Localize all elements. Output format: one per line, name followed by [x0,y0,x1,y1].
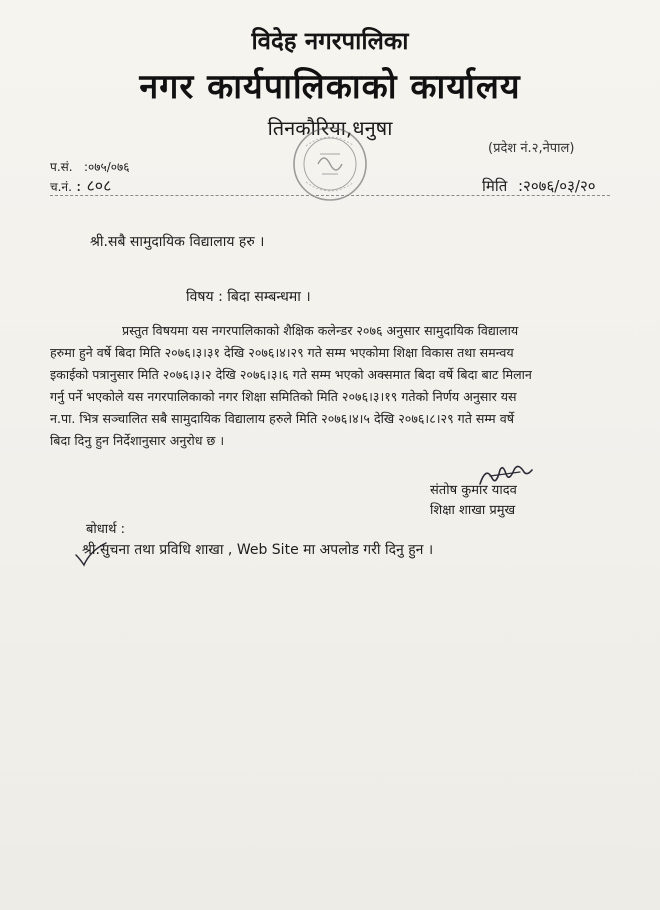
body-line: बिदा दिनु हुन निर्देशानुसार अनुरोध छ । [50,433,225,448]
office-location: तिनकौरिया,धनुषा [267,116,393,140]
reference-number-label: प.सं. [50,160,73,174]
office-name: नगर कार्यपालिकाको कार्यालय [139,67,521,107]
signatory-title: शिक्षा शाखा प्रमुख [430,503,516,518]
reference-number-value: :०७५/०७६ [84,160,130,174]
body-line: गर्नु पर्ने भएकोले यस नगरपालिकाको नगर शिक्षा समितिको मिति २०७६।३।१९ गतेको निर्णय अनुसार यस [50,389,517,404]
letter-body [50,320,610,452]
body-line: हरुमा हुने वर्षे बिदा मिति २०७६।३।३१ देखि २०७६।४।२९ गते सम्म भएकोमा शिक्षा विकास तथा समन्वय [50,345,514,360]
office-seal-icon [290,124,370,204]
date-value: :२०७६/०३/२० [518,177,596,195]
reference-divider [50,195,610,196]
body-line: इकाईको पत्रानुसार मिति २०७६।३।२ देखि २०७६।३।६ गते सम्म भएको अक्समात बिदा वर्षे बिदा बाट मिलान [50,367,532,382]
org-name: विदेह नगरपालिका [251,27,409,55]
info-copy-label: बोधार्थ : [86,522,125,537]
body-line: प्रस्तुत विषयमा यस नगरपालिकाको शैक्षिक कलेन्डर २०७६ अनुसार सामुदायिक विद्यालाय [122,323,519,338]
info-copy-line: श्री.सुचना तथा प्रविधि शाखा , Web Site मा अपलोड गरी दिनु हुन । [82,542,434,558]
signatory-name: संतोष कुमार यादव [430,483,517,498]
dispatch-number-label: च.नं. [50,180,72,194]
recipient-line: श्री.सबै सामुदायिक विद्यालाय हरु । [90,234,265,250]
dispatch-number-value: : ८०८ [76,176,112,195]
province-label: (प्रदेश नं.२,नेपाल) [488,141,575,156]
subject-line: विषय : बिदा सम्बन्धमा । [186,289,311,305]
date-label: मिति [482,177,508,195]
body-line: न.पा. भित्र सञ्चालित सबै सामुदायिक विद्यालाय हरुले मिति २०७६।४।५ देखि २०७६।८।२९ गते सम्म वर्षे [50,411,514,426]
